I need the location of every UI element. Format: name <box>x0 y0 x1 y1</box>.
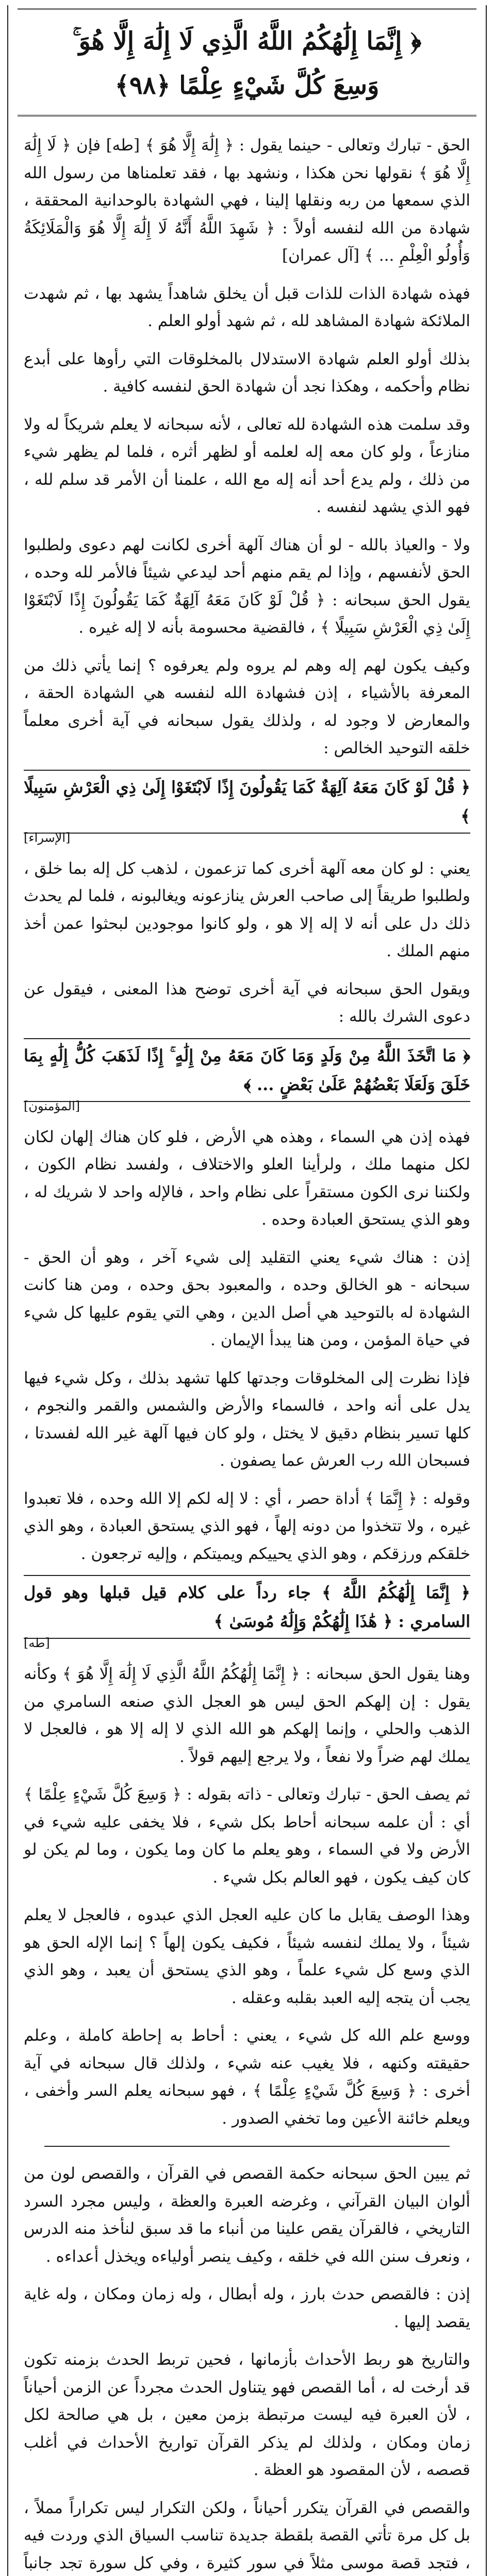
paragraph: الحق - تبارك وتعالى - حينما يقول : ﴿ إِلَٰهَ إِلَّا هُوَ ﴾ [طه] فإن ﴿ لَا إِلَٰهَ إِلَّا هُوَ ﴾ نقولها نحن هكذا ، ونشهد بها ، فقد تعلمناها من رسول الله الذي سمعها من ربه ونقلها إلينا ، فهي الشهادة بالوحدانية المحققة ، شهادة من الله لنفسه أولاً : ﴿ شَهِدَ اللَّهُ أَنَّهُ لَا إِلَٰهَ إِلَّا هُوَ وَالْمَلَائِكَةُ وَأُولُو الْعِلْمِ ... ﴾ [آل عمران] <box>24 136 470 265</box>
page-frame <box>7 5 487 2576</box>
surah-reference: [الإسراء] <box>24 830 71 845</box>
quran-quote <box>24 1575 470 1650</box>
paragraph: وهذا الوصف يقابل ما كان عليه العجل الذي عبدوه ، فالعجل لا يعلم شيئاً ، ولا يملك لنفسه شيئاً ، فكيف يكون إلهاً ؟ إنما الإله الحق هو الذي وسع كل شيء علماً ، وهو الذي يستحق أن يعبد ، وهو الذي يجب أن يتجه إليه العبد بقلبه وعقله . <box>24 1906 470 2007</box>
opening-verse-line-1: ﴿ إِنَّمَا إِلَٰهُكُمُ اللَّهُ الَّذِي لَا إِلَٰهَ إِلَّا هُوَ ۚ <box>72 27 422 56</box>
commentary-body <box>8 132 486 2576</box>
paragraph: والتاريخ هو ربط الأحداث بأزمانها ، فحين تربط الحدث بزمنه تكون قد أرخت له ، أما القصص فهو يتناول الحدث مجرداً عن الزمن أحياناً ، لأن العبرة فيه ليست مرتبطة بزمن معين ، بل هي صالحة لكل زمان ومكان ، ولذلك لم يذكر القرآن تواريخ الأحداث في أغلب قصصه ، لأن المقصود هو العظة . <box>24 2350 470 2479</box>
paragraph: ويقول الحق سبحانه في آية أخرى توضح هذا المعنى ، فيقول عن دعوى الشرك بالله : <box>24 979 470 1026</box>
quran-quote-text: ﴿ إِنَّمَا إِلَٰهُكُمُ اللَّهُ ﴾ جاء رداً على كلام قيل قبلها وهو قول السامري : ﴿ هَٰذَا إِلَٰهُكُمْ وَإِلَٰهُ مُوسَىٰ ﴾ <box>24 1583 470 1631</box>
paragraph: وهنا يقول الحق سبحانه : ﴿ إِنَّمَا إِلَٰهُكُمُ اللَّهُ الَّذِي لَا إِلَٰهَ إِلَّا هُوَ ﴾ وكأنه يقول : إن إلهكم الحق ليس هو العجل الذي صنعه السامري من الذهب والحلي ، وإنما إلهكم هو الله الذي لا إله إلا هو ، فالعجل لا يملك لهم ضراً ولا نفعاً ، ولا يرجع إليهم قولاً . <box>24 1665 470 1766</box>
paragraph: إذن : فالقصص حدث بارز ، وله أبطال ، وله زمان ومكان ، وله غاية يقصد إليها . <box>24 2285 470 2331</box>
surah-reference: [المؤمنون] <box>24 1098 80 1113</box>
section-divider <box>44 2146 450 2147</box>
quran-quote-text: ﴿ قُلْ لَوْ كَانَ مَعَهُ آلِهَةٌ كَمَا يَقُولُونَ إِذًا لَابْتَغَوْا إِلَىٰ ذِي الْعَرْشِ سَبِيلًا ﴾ <box>24 777 470 826</box>
paragraph: وكيف يكون لهم إله وهم لم يروه ولم يعرفوه ؟ إنما يأتي ذلك من المعرفة بالأشياء ، إذن فشهادة الله لنفسه هي الشهادة الحقة ، والمعارض لا وجود له ، ولذلك يقول سبحانه في آية أخرى معلماً خلقه التوحيد الخالص : <box>24 656 470 757</box>
quran-quote <box>24 770 470 845</box>
paragraph: إذن : هناك شيء يعني التقليد إلى شيء آخر ، وهو أن الحق - سبحانه - هو الخالق وحده ، والمعبود بحق وحده ، ومن هنا كانت الشهادة له بالتوحيد هي أصل الدين ، وهي التي يقوم عليها كل شيء في حياة المؤمن ، ومن هنا يبدأ الإيمان . <box>24 1248 470 1349</box>
paragraph: يعني : لو كان معه آلهة أخرى كما تزعمون ، لذهب كل إله بما خلق ، ولطلبوا طريقاً إلى صاحب العرش ينازعونه ويغالبونه ، فلما لم يحدث ذلك دل على أنه لا إله إلا هو ، ولو كانوا موجودين لبحثوا عمن أخذ منهم الملك . <box>24 859 470 960</box>
paragraph: فهذه شهادة الذات للذات قبل أن يخلق شاهداً يشهد بها ، ثم شهدت الملائكة شهادة المشاهد لله ، ثم شهد أولو العلم . <box>24 284 470 330</box>
paragraph: ووسع علم الله كل شيء ، يعني : أحاط به إحاطة كاملة ، وعلم حقيقته وكنهه ، فلا يغيب عنه شيء ، ولذلك قال سبحانه في آية أخرى : ﴿ وَسِعَ كُلَّ شَيْءٍ عِلْمًا ﴾ ، فهو سبحانه يعلم السر وأخفى ، ويعلم خائنة الأعين وما تخفي الصدور . <box>24 2026 470 2128</box>
opening-verse-banner <box>18 8 476 116</box>
paragraph: وقوله : ﴿ إِنَّمَا ﴾ أداة حصر ، أي : لا إله لكم إلا الله وحده ، فلا تعبدوا غيره ، ولا تتخذوا من دونه إلهاً ، فهو الذي يستحق العبادة ، وهو الذي خلقكم ورزقكم ، وهو الذي يحييكم ويميتكم ، وإليه ترجعون . <box>24 1489 470 1563</box>
paragraph: فهذه إذن هي السماء ، وهذه هي الأرض ، فلو كان هناك إلهان لكان لكل منهما ملك ، ولرأينا العلو والاختلاف ، ولفسد نظام الكون ، ولكننا نرى الكون مستقراً على نظام واحد ، فالإله واحد لا شريك له ، وهو الذي يستحق العبادة وحده . <box>24 1127 470 1229</box>
paragraph: بذلك أولو العلم شهادة الاستدلال بالمخلوقات التي رأوها على أبدع نظام وأحكمه ، وهكذا نجد أن شهادة الحق لنفسه كافية . <box>24 349 470 396</box>
paragraph: ثم يبين الحق سبحانه حكمة القصص في القرآن ، والقصص لون من ألوان البيان القرآني ، وغرضه العبرة والعظة ، وليس مجرد السرد التاريخي ، فالقرآن يقص علينا من أنباء ما قد سبق لنأخذ منه الدرس ، ونعرف سنن الله في خلقه ، وكيف ينصر أولياءه ويخذل أعداءه . <box>24 2164 470 2266</box>
paragraph: ولا - والعياذ بالله - لو أن هناك آلهة أخرى لكانت لهم دعوى ولطلبوا الحق لأنفسهم ، وإذا لم يقم منهم أحد ليدعي شيئاً فالأمر لله وحده ، يقول الحق سبحانه : ﴿ قُلْ لَوْ كَانَ مَعَهُ آلِهَةٌ كَمَا يَقُولُونَ إِذًا لَابْتَغَوْا إِلَىٰ ذِي الْعَرْشِ سَبِيلًا ﴾ ، فالقضية محسومة بأنه لا إله غيره . <box>24 535 470 637</box>
paragraph: فإذا نظرت إلى المخلوقات وجدتها كلها تشهد بذلك ، وكل شيء فيها يدل على أنه واحد ، فالسماء والأرض والشمس والقمر والنجوم ، كلها تسير بنظام دقيق لا يختل ، ولو كان فيها آلهة غير الله لفسدتا ، فسبحان الله رب العرش عما يصفون . <box>24 1368 470 1470</box>
paragraph: وقد سلمت هذه الشهادة لله تعالى ، لأنه سبحانه لا يعلم شريكاً له ولا منازعاً ، ولو كان معه إله لعلمه أو لظهر أثره ، فلما لم يظهر شيء من ذلك ، ولم يدع أحد أنه إله مع الله ، علمنا أن الأمر قد سلم لله ، فهو الذي يشهد لنفسه . <box>24 415 470 516</box>
quran-quote-text: ﴿ مَا اتَّخَذَ اللَّهُ مِنْ وَلَدٍ وَمَا كَانَ مَعَهُ مِنْ إِلَٰهٍ ۚ إِذًا لَذَهَبَ كُلُّ إِلَٰهٍ بِمَا خَلَقَ وَلَعَلَا بَعْضُهُمْ عَلَىٰ بَعْضٍ ... ﴾ <box>24 1045 470 1094</box>
surah-reference: [طه] <box>24 1636 50 1650</box>
quran-quote <box>24 1038 470 1113</box>
paragraph: والقصص في القرآن يتكرر أحياناً ، ولكن التكرار ليس تكراراً مملاً ، بل كل مرة تأتي القصة بلقطة جديدة تناسب السياق الذي وردت فيه ، فتجد قصة موسى مثلاً في سور كثيرة ، وفي كل سورة تجد جانباً <box>24 2498 470 2572</box>
paragraph: ثم يصف الحق - تبارك وتعالى - ذاته بقوله : ﴿ وَسِعَ كُلَّ شَيْءٍ عِلْمًا ﴾ أي : أن علمه سبحانه أحاط بكل شيء ، فلا يخفى عليه شيء في الأرض ولا في السماء ، وهو يعلم ما كان وما يكون ، وما لم يكن لو كان كيف يكون ، فهو العالم بكل شيء . <box>24 1785 470 1887</box>
opening-verse-line-2: وَسِعَ كُلَّ شَيْءٍ عِلْمًا ﴿٩٨﴾ <box>114 71 380 100</box>
